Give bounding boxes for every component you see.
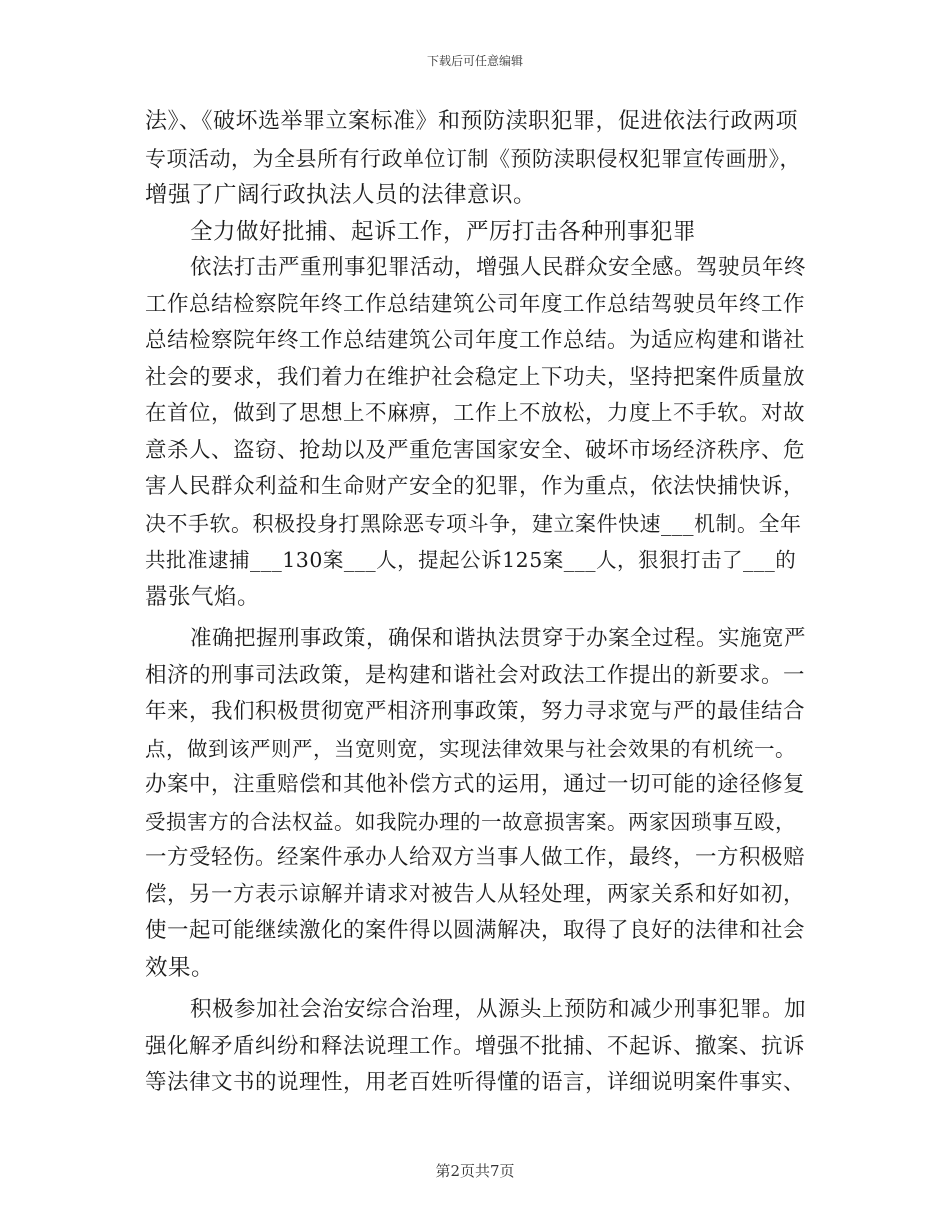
text-line: 办案中，注重赔偿和其他补偿方式的运用，通过一切可能的途径修复 <box>145 772 806 797</box>
text-line: 受损害方的合法权益。如我院办理的一故意损害案。两家因琐事互殴， <box>145 809 796 834</box>
text-line: 工作总结检察院年终工作总结建筑公司年度工作总结驾驶员年终工作 <box>145 291 806 317</box>
text-line: 害人民群众利益和生命财产安全的犯罪，作为重点，依法快捕快诉， <box>145 474 806 499</box>
text-line: 嚣张气焰。 <box>145 583 261 610</box>
section-heading <box>145 214 807 251</box>
text-line: 使一起可能继续激化的案件得以圆满解决，取得了良好的法律和社会 <box>145 918 806 943</box>
heading-line: 全力做好批捕、起诉工作，严厉打击各种刑事犯罪 <box>190 218 697 245</box>
text-line: 专项活动，为全县所有行政单位订制《预防渎职侵权犯罪宣传画册》， <box>145 146 801 171</box>
text-line: 共批准逮捕___130案___人，提起公诉125案___人，狠狠打击了___的 <box>145 548 797 572</box>
text-line: 年来，我们积极贯彻宽严相济刑事政策，努力寻求宽与严的最佳结合 <box>145 699 806 724</box>
text-line: 依法打击严重刑事犯罪活动，增强人民群众安全感。驾驶员年终 <box>190 255 807 280</box>
text-line: 社会的要求，我们着力在维护社会稳定上下功夫，坚持把案件质量放 <box>145 364 806 390</box>
text-line: 在首位，做到了思想上不麻痹，工作上不放松，力度上不手软。对故 <box>145 401 806 426</box>
text-line: 相济的刑事司法政策，是构建和谐社会对政法工作提出的新要求。一 <box>145 662 806 688</box>
text-line: 决不手软。积极投身打黑除恶专项斗争，建立案件快速___机制。全年 <box>145 511 802 536</box>
page-footer: 第2页共7页 <box>435 1162 515 1180</box>
text-line: 效果。 <box>145 954 215 981</box>
paragraph <box>145 250 807 615</box>
text-line: 积极参加社会治安综合治理，从源头上预防和减少刑事犯罪。加 <box>190 997 807 1022</box>
paragraph <box>145 104 807 214</box>
paragraph <box>145 621 807 986</box>
text-line: 增强了广阔行政执法人员的法律意识。 <box>145 182 537 208</box>
paragraph <box>145 992 807 1102</box>
text-line: 一方受轻伤。经案件承办人给双方当事人做工作，最终，一方积极赔 <box>145 845 806 870</box>
text-line: 偿，另一方表示谅解并请求对被告人从轻处理，两家关系和好如初， <box>145 881 806 907</box>
text-line: 法》、《破坏选举罪立案标准》和预防渎职犯罪，促进依法行政两项 <box>145 109 799 134</box>
text-line: 等法律文书的说理性，用老百姓听得懂的语言，详细说明案件事实、 <box>145 1070 806 1095</box>
document-body <box>145 104 807 1102</box>
text-line: 总结检察院年终工作总结建筑公司年度工作总结。为适应构建和谐社 <box>145 328 806 353</box>
text-line: 意杀人、盗窃、抢劫以及严重危害国家安全、破坏市场经济秩序、危 <box>145 437 806 463</box>
text-line: 准确把握刑事政策，确保和谐执法贯穿于办案全过程。实施宽严 <box>190 626 807 651</box>
text-line: 点，做到该严则严，当宽则宽，实现法律效果与社会效果的有机统一。 <box>145 736 796 761</box>
text-line: 强化解矛盾纠纷和释法说理工作。增强不批捕、不起诉、撤案、抗诉 <box>145 1033 806 1059</box>
page-header: 下载后可任意编辑 <box>426 54 523 68</box>
